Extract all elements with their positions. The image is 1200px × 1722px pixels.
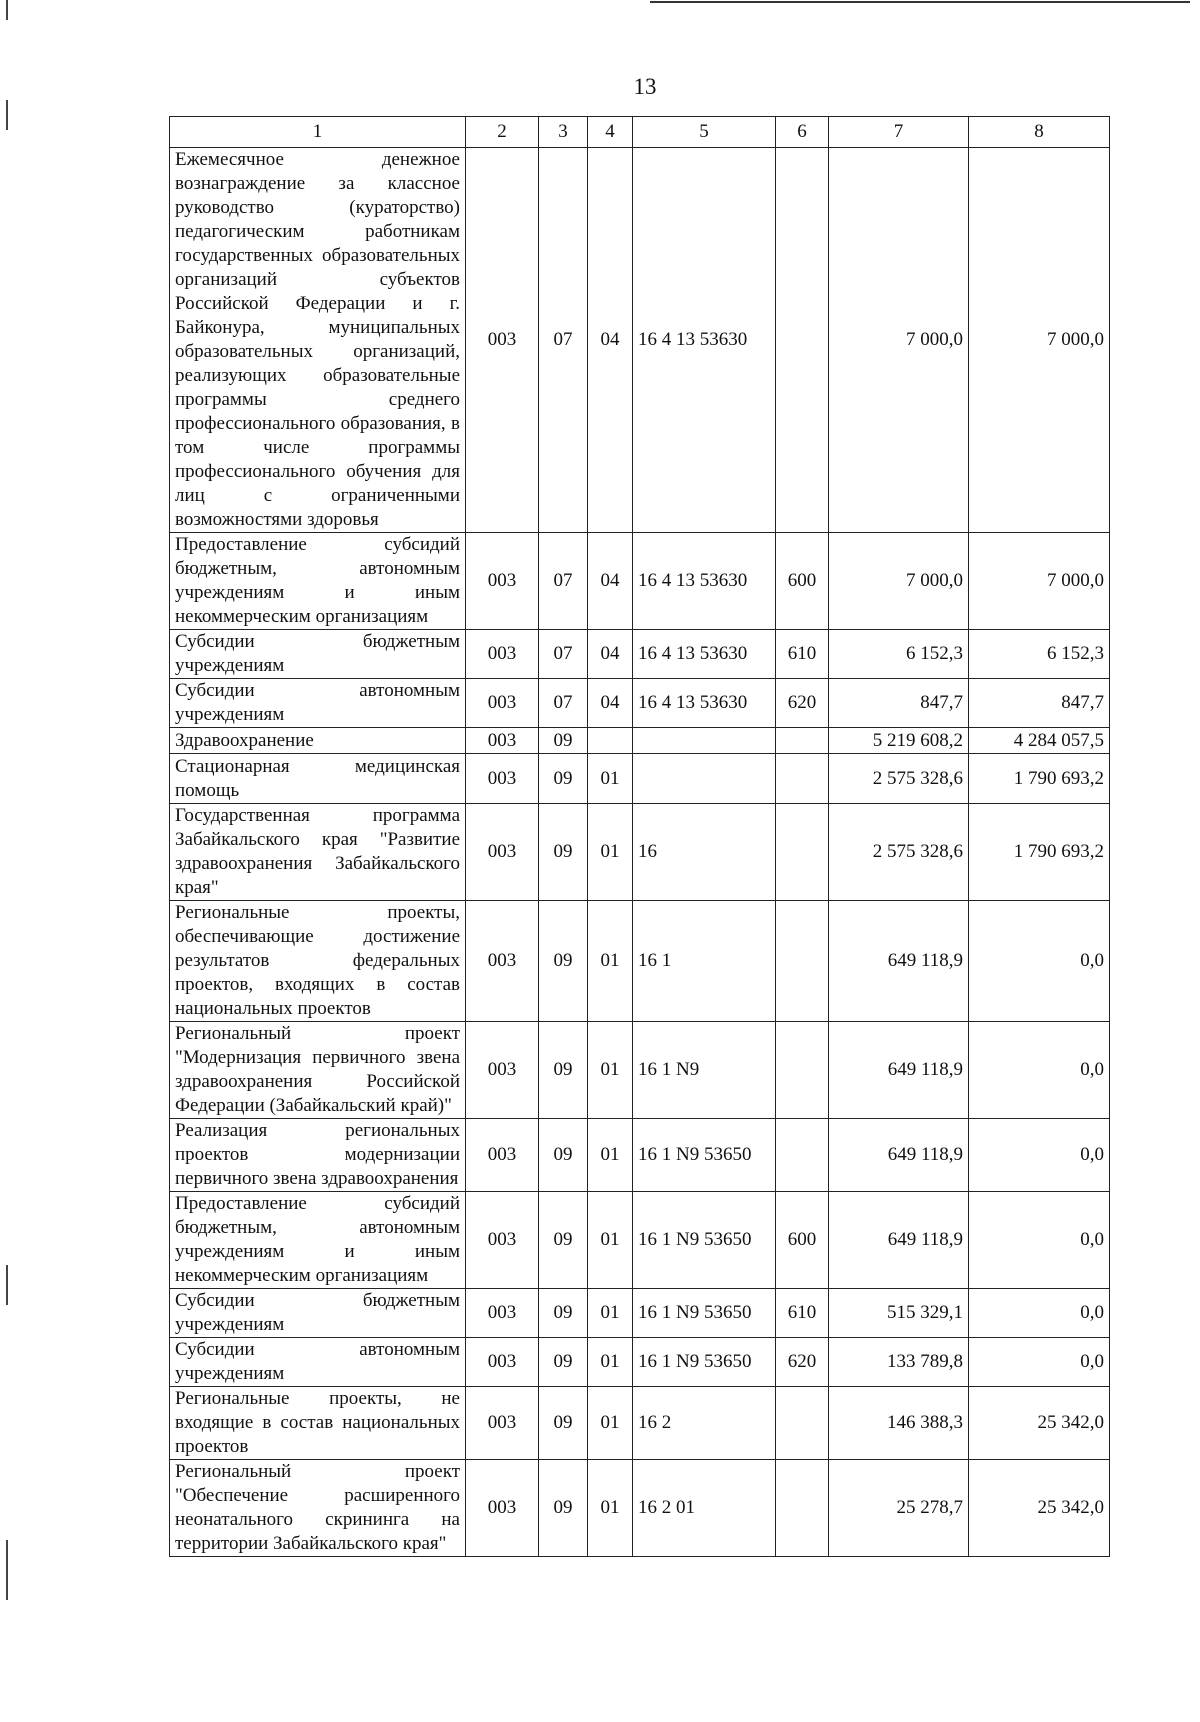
section-code-cell: 09 [539, 901, 588, 1022]
row-name-cell: Региональные проекты, не входящие в состав национальных проектов [170, 1387, 466, 1460]
amount-col7-cell: 847,7 [829, 679, 969, 728]
amount-col7-cell: 25 278,7 [829, 1460, 969, 1557]
admin-code-cell: 003 [466, 1289, 539, 1338]
table-row [170, 754, 1110, 804]
subsection-code-cell: 01 [588, 754, 633, 804]
target-article-cell: 16 4 13 53630 [633, 679, 776, 728]
column-header: 3 [539, 117, 588, 148]
section-code-cell: 09 [539, 728, 588, 754]
amount-col8-cell: 7 000,0 [969, 148, 1110, 533]
row-name-cell: Субсидии бюджетным учреждениям [170, 630, 466, 679]
table-row [170, 1119, 1110, 1192]
table-row [170, 1338, 1110, 1387]
row-name-cell: Ежемесячное денежное вознаграждение за классное руководство (кураторство) педагогическим работникам государственных образовательных организаций субъектов Российской Федерации и г. Байконура, муниципальных образовательных организаций, реализующих образовательные программы среднего профессионального образования, в том числе программы профессионального обучения для лиц с ограниченными возможностями здоровья [170, 148, 466, 533]
section-code-cell: 07 [539, 533, 588, 630]
target-article-cell: 16 4 13 53630 [633, 630, 776, 679]
amount-col8-cell: 7 000,0 [969, 533, 1110, 630]
amount-col7-cell: 5 219 608,2 [829, 728, 969, 754]
section-code-cell: 09 [539, 1387, 588, 1460]
amount-col8-cell: 25 342,0 [969, 1387, 1110, 1460]
amount-col8-cell: 0,0 [969, 1192, 1110, 1289]
amount-col8-cell: 847,7 [969, 679, 1110, 728]
target-article-cell: 16 1 N9 [633, 1022, 776, 1119]
admin-code-cell: 003 [466, 148, 539, 533]
expense-type-cell [776, 728, 829, 754]
table-header-row [170, 117, 1110, 148]
section-code-cell: 09 [539, 1022, 588, 1119]
target-article-cell: 16 [633, 804, 776, 901]
column-header: 8 [969, 117, 1110, 148]
column-header: 1 [170, 117, 466, 148]
target-article-cell: 16 1 N9 53650 [633, 1192, 776, 1289]
expense-type-cell: 620 [776, 1338, 829, 1387]
scan-top-rule [650, 1, 1190, 3]
amount-col8-cell: 4 284 057,5 [969, 728, 1110, 754]
section-code-cell: 09 [539, 754, 588, 804]
expense-type-cell [776, 1119, 829, 1192]
row-name-cell: Региональный проект "Обеспечение расширенного неонатального скрининга на территории Забайкальского края" [170, 1460, 466, 1557]
subsection-code-cell: 01 [588, 1289, 633, 1338]
amount-col7-cell: 515 329,1 [829, 1289, 969, 1338]
admin-code-cell: 003 [466, 1119, 539, 1192]
section-code-cell: 09 [539, 1460, 588, 1557]
section-code-cell: 07 [539, 679, 588, 728]
target-article-cell [633, 728, 776, 754]
row-name-cell: Субсидии бюджетным учреждениям [170, 1289, 466, 1338]
admin-code-cell: 003 [466, 630, 539, 679]
amount-col8-cell: 0,0 [969, 1119, 1110, 1192]
subsection-code-cell: 01 [588, 1192, 633, 1289]
target-article-cell: 16 1 N9 53650 [633, 1119, 776, 1192]
table-row [170, 901, 1110, 1022]
subsection-code-cell: 01 [588, 901, 633, 1022]
row-name-cell: Государственная программа Забайкальского края "Развитие здравоохранения Забайкальского края" [170, 804, 466, 901]
amount-col7-cell: 7 000,0 [829, 148, 969, 533]
amount-col7-cell: 7 000,0 [829, 533, 969, 630]
target-article-cell: 16 1 [633, 901, 776, 1022]
admin-code-cell: 003 [466, 1192, 539, 1289]
row-name-cell: Субсидии автономным учреждениям [170, 679, 466, 728]
amount-col7-cell: 649 118,9 [829, 1192, 969, 1289]
table-row [170, 1460, 1110, 1557]
expense-type-cell [776, 804, 829, 901]
table-row [170, 804, 1110, 901]
amount-col7-cell: 649 118,9 [829, 1119, 969, 1192]
table-row [170, 533, 1110, 630]
amount-col7-cell: 649 118,9 [829, 1022, 969, 1119]
expense-type-cell [776, 1022, 829, 1119]
table-row [170, 679, 1110, 728]
amount-col8-cell: 1 790 693,2 [969, 804, 1110, 901]
subsection-code-cell: 04 [588, 679, 633, 728]
section-code-cell: 07 [539, 630, 588, 679]
scan-edge-mark [6, 0, 8, 20]
amount-col7-cell: 146 388,3 [829, 1387, 969, 1460]
admin-code-cell: 003 [466, 1022, 539, 1119]
amount-col7-cell: 133 789,8 [829, 1338, 969, 1387]
target-article-cell: 16 4 13 53630 [633, 533, 776, 630]
table-row [170, 630, 1110, 679]
target-article-cell: 16 1 N9 53650 [633, 1338, 776, 1387]
row-name-cell: Региональные проекты, обеспечивающие достижение результатов федеральных проектов, входящих в состав национальных проектов [170, 901, 466, 1022]
expense-type-cell [776, 148, 829, 533]
amount-col7-cell: 2 575 328,6 [829, 804, 969, 901]
section-code-cell: 09 [539, 1338, 588, 1387]
subsection-code-cell: 01 [588, 1338, 633, 1387]
admin-code-cell: 003 [466, 754, 539, 804]
table-row [170, 148, 1110, 533]
column-header: 5 [633, 117, 776, 148]
scan-edge-mark [6, 1540, 8, 1600]
scan-edge-mark [6, 1265, 8, 1305]
admin-code-cell: 003 [466, 1338, 539, 1387]
target-article-cell: 16 4 13 53630 [633, 148, 776, 533]
row-name-cell: Стационарная медицинская помощь [170, 754, 466, 804]
section-code-cell: 09 [539, 1192, 588, 1289]
amount-col8-cell: 0,0 [969, 1022, 1110, 1119]
target-article-cell: 16 1 N9 53650 [633, 1289, 776, 1338]
row-name-cell: Предоставление субсидий бюджетным, автономным учреждениям и иным некоммерческим организациям [170, 533, 466, 630]
amount-col8-cell: 6 152,3 [969, 630, 1110, 679]
section-code-cell: 09 [539, 804, 588, 901]
target-article-cell: 16 2 [633, 1387, 776, 1460]
row-name-cell: Субсидии автономным учреждениям [170, 1338, 466, 1387]
expense-type-cell: 610 [776, 630, 829, 679]
budget-table [169, 116, 1110, 1557]
admin-code-cell: 003 [466, 728, 539, 754]
expense-type-cell: 620 [776, 679, 829, 728]
amount-col8-cell: 0,0 [969, 1289, 1110, 1338]
row-name-cell: Предоставление субсидий бюджетным, автономным учреждениям и иным некоммерческим организациям [170, 1192, 466, 1289]
target-article-cell: 16 2 01 [633, 1460, 776, 1557]
row-name-cell: Реализация региональных проектов модернизации первичного звена здравоохранения [170, 1119, 466, 1192]
page-number: 13 [633, 74, 657, 99]
admin-code-cell: 003 [466, 533, 539, 630]
section-code-cell: 07 [539, 148, 588, 533]
subsection-code-cell: 01 [588, 1387, 633, 1460]
amount-col8-cell: 25 342,0 [969, 1460, 1110, 1557]
expense-type-cell: 600 [776, 533, 829, 630]
admin-code-cell: 003 [466, 679, 539, 728]
section-code-cell: 09 [539, 1289, 588, 1338]
row-name-cell: Здравоохранение [170, 728, 466, 754]
expense-type-cell [776, 1460, 829, 1557]
subsection-code-cell [588, 728, 633, 754]
expense-type-cell: 610 [776, 1289, 829, 1338]
amount-col8-cell: 0,0 [969, 901, 1110, 1022]
table-row [170, 1387, 1110, 1460]
amount-col8-cell: 1 790 693,2 [969, 754, 1110, 804]
subsection-code-cell: 01 [588, 1460, 633, 1557]
admin-code-cell: 003 [466, 1387, 539, 1460]
table-row [170, 1289, 1110, 1338]
amount-col7-cell: 6 152,3 [829, 630, 969, 679]
admin-code-cell: 003 [466, 1460, 539, 1557]
subsection-code-cell: 04 [588, 533, 633, 630]
amount-col7-cell: 2 575 328,6 [829, 754, 969, 804]
expense-type-cell [776, 901, 829, 1022]
amount-col7-cell: 649 118,9 [829, 901, 969, 1022]
column-header: 7 [829, 117, 969, 148]
subsection-code-cell: 01 [588, 804, 633, 901]
target-article-cell [633, 754, 776, 804]
table-row [170, 728, 1110, 754]
subsection-code-cell: 04 [588, 630, 633, 679]
column-header: 6 [776, 117, 829, 148]
row-name-cell: Региональный проект "Модернизация первичного звена здравоохранения Российской Федерации (Забайкальский край)" [170, 1022, 466, 1119]
admin-code-cell: 003 [466, 901, 539, 1022]
subsection-code-cell: 01 [588, 1119, 633, 1192]
subsection-code-cell: 04 [588, 148, 633, 533]
expense-type-cell [776, 754, 829, 804]
table-row [170, 1022, 1110, 1119]
subsection-code-cell: 01 [588, 1022, 633, 1119]
table-row [170, 1192, 1110, 1289]
expense-type-cell [776, 1387, 829, 1460]
expense-type-cell: 600 [776, 1192, 829, 1289]
section-code-cell: 09 [539, 1119, 588, 1192]
column-header: 4 [588, 117, 633, 148]
column-header: 2 [466, 117, 539, 148]
admin-code-cell: 003 [466, 804, 539, 901]
scan-edge-mark [6, 100, 8, 130]
amount-col8-cell: 0,0 [969, 1338, 1110, 1387]
